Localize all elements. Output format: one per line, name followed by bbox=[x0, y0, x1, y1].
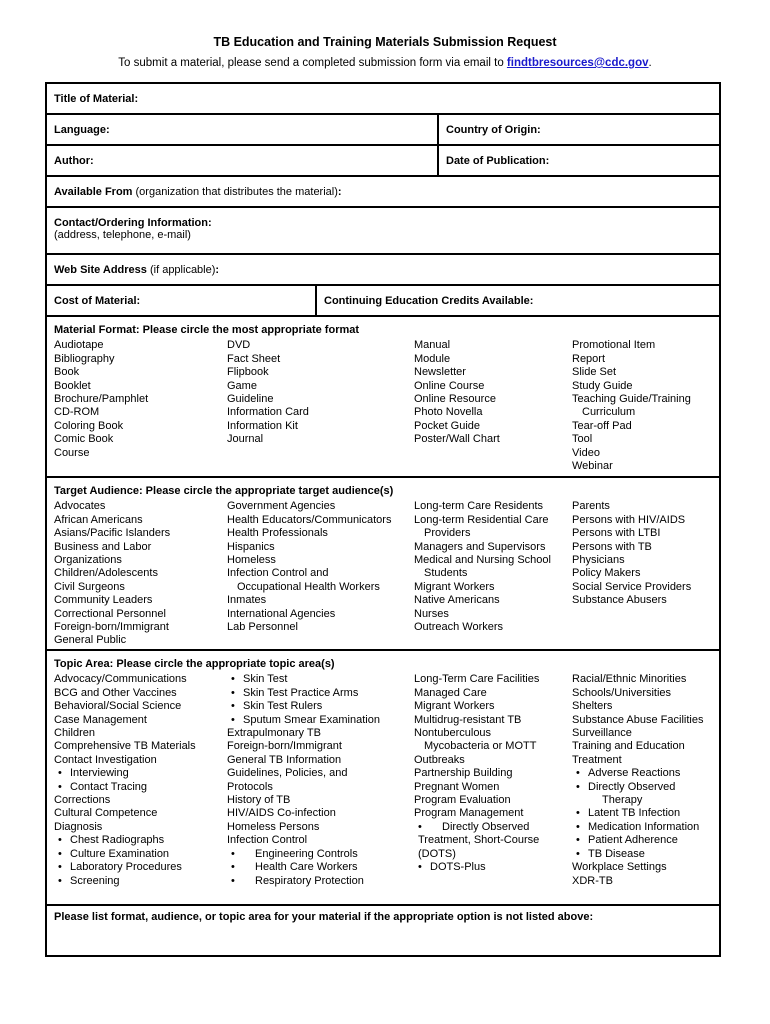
format-option[interactable]: Brochure/Pamphlet bbox=[54, 393, 149, 406]
topic-option[interactable]: (DOTS) bbox=[418, 847, 456, 860]
ce-credits-field[interactable] bbox=[317, 286, 719, 315]
format-option[interactable]: Webinar bbox=[572, 460, 613, 473]
format-option[interactable]: Journal bbox=[227, 433, 264, 446]
topic-option[interactable]: XDR-TB bbox=[572, 874, 613, 887]
topic-option[interactable]: Mycobacteria or MOTT bbox=[424, 740, 537, 753]
topic-option[interactable]: • Patient Adherence bbox=[572, 834, 712, 847]
format-option[interactable]: Newsletter bbox=[414, 366, 466, 379]
topic-option[interactable]: Behavioral/Social Science bbox=[54, 700, 182, 713]
audience-option[interactable]: Native Americans bbox=[414, 594, 500, 607]
topic-option[interactable]: Treatment bbox=[572, 753, 622, 766]
format-option[interactable]: Study Guide bbox=[572, 379, 633, 392]
topic-option[interactable]: Managed Care bbox=[414, 686, 487, 699]
audience-option[interactable]: Social Service Providers bbox=[572, 580, 692, 593]
topic-option[interactable]: Cultural Competence bbox=[54, 807, 158, 820]
topic-option[interactable]: • Adverse Reactions bbox=[572, 767, 712, 780]
material-format-col-1 bbox=[54, 339, 227, 473]
format-option[interactable]: Online Course bbox=[414, 379, 485, 392]
format-option[interactable]: Book bbox=[54, 366, 80, 379]
format-option[interactable]: Game bbox=[227, 379, 257, 392]
topic-option[interactable]: Guidelines, Policies, and bbox=[227, 767, 348, 780]
topic-option[interactable]: Workplace Settings bbox=[572, 861, 667, 874]
topic-option[interactable]: • Skin Test Practice Arms bbox=[227, 687, 414, 700]
author-row bbox=[47, 146, 719, 177]
topic-option[interactable]: • Medication Information bbox=[572, 821, 712, 834]
topic-option[interactable]: • Culture Examination bbox=[54, 848, 227, 861]
contact-label: Contact/Ordering Information: bbox=[54, 217, 212, 229]
topic-option[interactable]: Shelters bbox=[572, 700, 613, 713]
topic-option[interactable]: Surveillance bbox=[572, 727, 632, 740]
available-from-field bbox=[47, 177, 349, 206]
topic-area-col-2 bbox=[227, 673, 414, 888]
contact-row[interactable] bbox=[47, 208, 719, 255]
material-format-heading: Material Format: Please circle the most appropriate format bbox=[54, 324, 360, 336]
format-option[interactable]: Promotional Item bbox=[572, 339, 656, 352]
format-option[interactable]: Report bbox=[572, 352, 606, 365]
ce-credits-label: Continuing Education Credits Available: bbox=[324, 295, 534, 307]
topic-option[interactable]: Training and Education bbox=[572, 740, 685, 753]
format-option[interactable]: Information Card bbox=[227, 406, 309, 419]
language-label: Language: bbox=[54, 124, 110, 136]
author-label: Author: bbox=[54, 155, 94, 167]
target-audience-col-3 bbox=[414, 500, 572, 647]
cost-field[interactable] bbox=[47, 286, 317, 315]
topic-option[interactable]: General TB Information bbox=[227, 753, 342, 766]
topic-option[interactable]: • TB Disease bbox=[572, 848, 712, 861]
topic-option[interactable]: • Contact Tracing bbox=[54, 781, 227, 794]
topic-option[interactable]: Homeless Persons bbox=[227, 820, 320, 833]
audience-option[interactable]: Managers and Supervisors bbox=[414, 540, 546, 553]
subtitle-text: To submit a material, please send a completed submission form via email to bbox=[118, 57, 507, 69]
topic-option[interactable]: • DOTS-Plus bbox=[414, 861, 572, 874]
format-option[interactable]: Module bbox=[414, 352, 451, 365]
topic-option[interactable]: Substance Abuse Facilities bbox=[572, 713, 704, 726]
topic-option[interactable]: Corrections bbox=[54, 794, 111, 807]
topic-option[interactable]: • Skin Test Rulers bbox=[227, 700, 414, 713]
topic-option[interactable]: • Skin Test bbox=[227, 673, 414, 686]
format-option[interactable]: Photo Novella bbox=[414, 406, 483, 419]
topic-option[interactable]: Contact Investigation bbox=[54, 753, 157, 766]
topic-option[interactable]: • Interviewing bbox=[54, 767, 227, 780]
submission-form bbox=[45, 82, 721, 957]
format-option[interactable]: Course bbox=[54, 446, 90, 459]
contact-field bbox=[47, 208, 219, 253]
country-label: Country of Origin: bbox=[446, 124, 541, 136]
format-option[interactable]: Comic Book bbox=[54, 433, 114, 446]
cost-label: Cost of Material: bbox=[54, 295, 141, 307]
subtitle-suffix: . bbox=[648, 57, 652, 69]
audience-option[interactable]: Advocates bbox=[54, 500, 106, 513]
audience-option[interactable]: Outreach Workers bbox=[414, 621, 504, 634]
format-option[interactable]: Flipbook bbox=[227, 366, 269, 379]
date-field[interactable] bbox=[439, 146, 719, 175]
audience-option[interactable]: General Public bbox=[54, 634, 127, 647]
topic-option[interactable]: • Directly Observed bbox=[572, 781, 712, 794]
other-options-row[interactable] bbox=[47, 906, 719, 955]
email-link[interactable]: findtbresources@cdc.gov bbox=[506, 57, 649, 69]
format-option[interactable]: Booklet bbox=[54, 379, 91, 392]
topic-option[interactable]: Multidrug-resistant TB bbox=[414, 713, 522, 726]
contact-note: (address, telephone, e-mail) bbox=[54, 229, 191, 241]
title-of-material-label: Title of Material: bbox=[54, 93, 139, 105]
format-option[interactable]: Tool bbox=[572, 433, 593, 446]
topic-option[interactable]: • Latent TB Infection bbox=[572, 807, 712, 820]
audience-option[interactable]: Occupational Health Workers bbox=[237, 580, 380, 593]
format-option[interactable]: Fact Sheet bbox=[227, 352, 281, 365]
topic-option[interactable]: Treatment, Short-Course bbox=[418, 834, 540, 847]
topic-option[interactable]: Long-Term Care Facilities bbox=[414, 673, 540, 686]
audience-option[interactable]: Persons with TB bbox=[572, 540, 652, 553]
topic-option[interactable]: • Respiratory Protection bbox=[227, 875, 414, 888]
audience-option[interactable]: Inmates bbox=[227, 594, 267, 607]
website-note: (if applicable) bbox=[146, 264, 216, 276]
audience-option[interactable]: Children/Adolescents bbox=[54, 567, 158, 580]
topic-option[interactable]: • Screening bbox=[54, 875, 227, 888]
format-option[interactable]: Curriculum bbox=[582, 406, 636, 419]
audience-option[interactable]: Policy Makers bbox=[572, 567, 641, 580]
topic-option[interactable]: BCG and Other Vaccines bbox=[54, 686, 177, 699]
available-from-label: Available From bbox=[54, 186, 133, 198]
format-option[interactable]: Coloring Book bbox=[54, 419, 124, 432]
language-row bbox=[47, 115, 719, 146]
website-field bbox=[47, 255, 226, 284]
other-options-prompt: Please list format, audience, or topic area for your material if the appropriate option is not listed above: bbox=[54, 911, 594, 923]
page-subtitle bbox=[0, 57, 770, 69]
topic-option[interactable]: Outbreaks bbox=[414, 753, 465, 766]
date-label: Date of Publication: bbox=[446, 155, 550, 167]
target-audience-section bbox=[47, 478, 719, 651]
format-option[interactable]: Bibliography bbox=[54, 352, 115, 365]
topic-option[interactable]: Extrapulmonary TB bbox=[227, 727, 321, 740]
website-colon: : bbox=[215, 264, 220, 276]
target-audience-col-1 bbox=[54, 500, 227, 647]
website-row[interactable] bbox=[47, 255, 719, 286]
audience-option[interactable]: Long-term Care Residents bbox=[414, 500, 544, 513]
topic-option[interactable]: Foreign-born/Immigrant bbox=[227, 740, 342, 753]
audience-option[interactable]: Homeless bbox=[227, 554, 276, 567]
topic-option[interactable]: Pregnant Women bbox=[414, 780, 500, 793]
topic-option[interactable]: • Laboratory Procedures bbox=[54, 861, 227, 874]
topic-option[interactable]: Diagnosis bbox=[54, 820, 103, 833]
target-audience-heading: Target Audience: Please circle the appropriate target audience(s) bbox=[54, 485, 394, 497]
audience-option[interactable]: Asians/Pacific Islanders bbox=[54, 527, 171, 540]
topic-option[interactable]: Partnership Building bbox=[414, 767, 513, 780]
topic-option[interactable]: Comprehensive TB Materials bbox=[54, 740, 196, 753]
available-from-colon: : bbox=[337, 186, 342, 198]
topic-option[interactable]: Children bbox=[54, 727, 95, 740]
audience-option[interactable]: Government Agencies bbox=[227, 500, 336, 513]
material-format-col-3 bbox=[414, 339, 572, 473]
audience-option[interactable]: Correctional Personnel bbox=[54, 607, 166, 620]
audience-option[interactable]: Hispanics bbox=[227, 540, 275, 553]
title-row[interactable] bbox=[47, 84, 719, 115]
target-audience-col-2 bbox=[227, 500, 414, 647]
topic-option[interactable]: Infection Control bbox=[227, 834, 308, 847]
format-option[interactable]: CD-ROM bbox=[54, 406, 100, 419]
audience-option[interactable]: Civil Surgeons bbox=[54, 580, 125, 593]
format-option[interactable]: Poster/Wall Chart bbox=[414, 433, 500, 446]
audience-option[interactable]: Infection Control and bbox=[227, 567, 329, 580]
topic-area-heading: Topic Area: Please circle the appropriate topic area(s) bbox=[54, 658, 335, 670]
topic-option[interactable]: Racial/Ethnic Minorities bbox=[572, 673, 687, 686]
format-option[interactable]: Tear-off Pad bbox=[572, 419, 632, 432]
topic-option[interactable]: Advocacy/Communications bbox=[54, 673, 187, 686]
topic-option[interactable]: Therapy bbox=[602, 794, 643, 807]
topic-area-col-4 bbox=[572, 673, 712, 888]
topic-area-col-1 bbox=[54, 673, 227, 888]
audience-option[interactable]: Health Professionals bbox=[227, 527, 328, 540]
audience-option[interactable]: Providers bbox=[424, 527, 471, 540]
format-option[interactable]: Video bbox=[572, 446, 600, 459]
material-format-col-4 bbox=[572, 339, 712, 473]
topic-option[interactable]: Protocols bbox=[227, 780, 273, 793]
topic-option[interactable]: Case Management bbox=[54, 713, 147, 726]
audience-option[interactable]: Physicians bbox=[572, 554, 625, 567]
page-title: TB Education and Training Materials Submission Request bbox=[213, 35, 557, 49]
topic-option[interactable]: HIV/AIDS Co-infection bbox=[227, 807, 336, 820]
audience-option[interactable]: African Americans bbox=[54, 513, 143, 526]
country-field[interactable] bbox=[439, 115, 719, 144]
audience-option[interactable]: Long-term Residential Care bbox=[414, 513, 549, 526]
audience-option[interactable]: Foreign-born/Immigrant bbox=[54, 621, 169, 634]
topic-option[interactable]: • Directly Observed bbox=[414, 821, 572, 834]
audience-option[interactable]: Health Educators/Communicators bbox=[227, 513, 392, 526]
topic-option[interactable]: • Chest Radiographs bbox=[54, 834, 227, 847]
topic-option[interactable]: Program Management bbox=[414, 807, 524, 820]
audience-option[interactable]: Organizations bbox=[54, 554, 122, 567]
audience-option[interactable]: Substance Abusers bbox=[572, 594, 667, 607]
website-label: Web Site Address bbox=[54, 264, 147, 276]
format-option[interactable]: Information Kit bbox=[227, 419, 298, 432]
available-from-note: (organization that distributes the material) bbox=[132, 186, 338, 198]
material-format-col-2 bbox=[227, 339, 414, 473]
topic-option[interactable]: Nontuberculous bbox=[414, 727, 492, 740]
format-option[interactable]: Slide Set bbox=[572, 366, 617, 379]
topic-area-section bbox=[47, 651, 719, 906]
audience-option[interactable]: Nurses bbox=[414, 607, 449, 620]
format-option[interactable]: Teaching Guide/Training bbox=[572, 393, 691, 406]
topic-option[interactable]: Migrant Workers bbox=[414, 700, 495, 713]
audience-option[interactable]: Community Leaders bbox=[54, 594, 153, 607]
format-option[interactable]: DVD bbox=[227, 339, 251, 352]
material-format-section bbox=[47, 317, 719, 478]
topic-option[interactable]: • Health Care Workers bbox=[227, 861, 414, 874]
format-option[interactable]: Manual bbox=[414, 339, 451, 352]
audience-option[interactable]: Business and Labor bbox=[54, 540, 152, 553]
topic-area-col-3 bbox=[414, 673, 572, 888]
format-option[interactable]: Audiotape bbox=[54, 339, 104, 352]
audience-option[interactable]: International Agencies bbox=[227, 607, 336, 620]
audience-option[interactable]: Medical and Nursing School bbox=[414, 554, 551, 567]
target-audience-col-4 bbox=[572, 500, 712, 647]
topic-option[interactable]: • Engineering Controls bbox=[227, 848, 414, 861]
format-option[interactable]: Pocket Guide bbox=[414, 419, 481, 432]
topic-option[interactable]: Program Evaluation bbox=[414, 794, 511, 807]
topic-option[interactable]: History of TB bbox=[227, 794, 291, 807]
audience-option[interactable]: Parents bbox=[572, 500, 610, 513]
topic-option[interactable]: • Sputum Smear Examination bbox=[227, 714, 414, 727]
available-from-row[interactable] bbox=[47, 177, 719, 208]
author-field[interactable] bbox=[47, 146, 439, 175]
audience-option[interactable]: Persons with LTBI bbox=[572, 527, 661, 540]
audience-option[interactable]: Lab Personnel bbox=[227, 621, 298, 634]
format-option[interactable]: Guideline bbox=[227, 393, 274, 406]
audience-option[interactable]: Persons with HIV/AIDS bbox=[572, 513, 686, 526]
topic-option[interactable]: Schools/Universities bbox=[572, 686, 672, 699]
cost-row bbox=[47, 286, 719, 317]
format-option[interactable]: Online Resource bbox=[414, 393, 496, 406]
audience-option[interactable]: Students bbox=[424, 567, 468, 580]
audience-option[interactable]: Migrant Workers bbox=[414, 580, 495, 593]
language-field[interactable] bbox=[47, 115, 439, 144]
